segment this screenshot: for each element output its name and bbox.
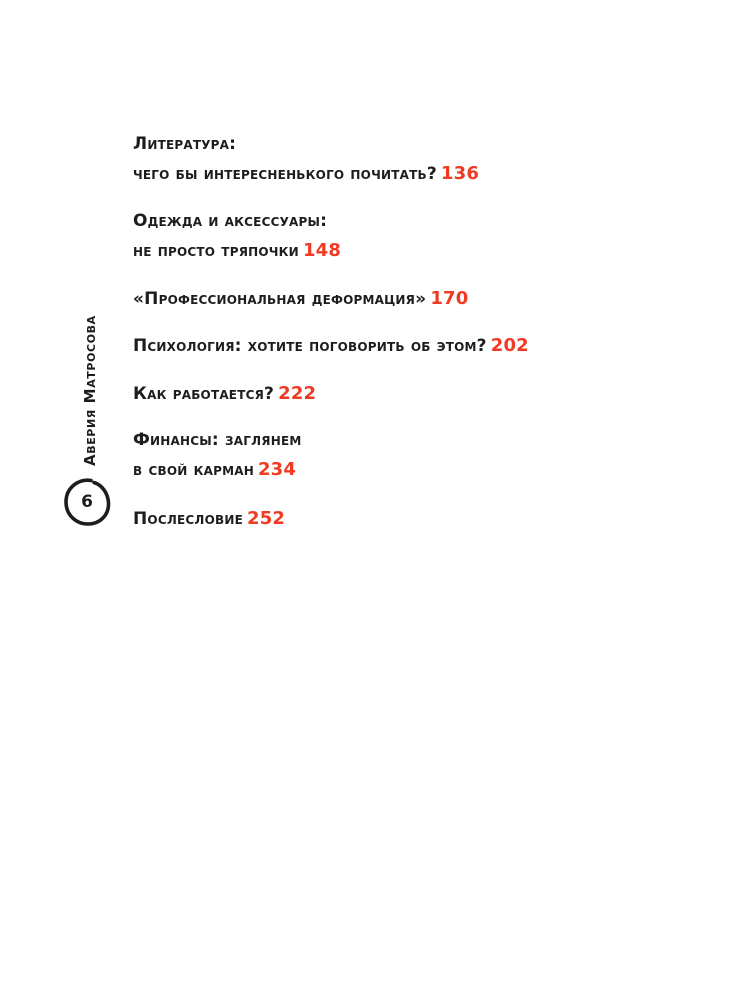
toc-entry-line: Послесловие 252 [133,508,286,529]
toc-page-number: 222 [278,383,317,404]
toc-entry-line: Как работается? 222 [133,383,317,404]
toc-entry-clothing[interactable] [133,207,341,266]
toc-page-number: 170 [430,288,469,309]
toc-entry-line: Финансы: заглянем [133,430,302,450]
toc-entry-line: «Профессиональная деформация» 170 [133,288,469,309]
toc-entry-afterword[interactable] [133,504,285,534]
page-number-badge [61,476,113,528]
toc-entry-deformation[interactable] [133,284,469,314]
toc-page-number: 234 [257,459,297,480]
toc-entry-literature[interactable] [133,130,479,189]
toc-entry-work[interactable] [133,379,316,409]
toc-entry-line: в свой карман 234 [133,459,297,480]
toc-entry-line: чего бы интересненького почитать? 136 [133,163,480,184]
toc-entry-psychology[interactable] [133,331,529,361]
page-number: 6 [81,492,93,512]
author-name: Аверия Матросова [81,315,99,466]
author-name-vertical [77,290,103,466]
toc-entry-line: Литература: [133,134,237,154]
toc-page-number: 148 [302,240,342,261]
toc-page-number: 202 [490,335,529,356]
toc-entry-line: Психология: хотите поговорить об этом? 202 [133,335,529,356]
toc-page-number: 252 [246,508,286,529]
toc-entry-line: не просто тряпочки 148 [133,240,342,261]
toc-entry-line: Одежда и аксессуары: [133,211,328,231]
toc-entry-finance[interactable] [133,426,301,485]
toc-page-number: 136 [440,163,480,184]
